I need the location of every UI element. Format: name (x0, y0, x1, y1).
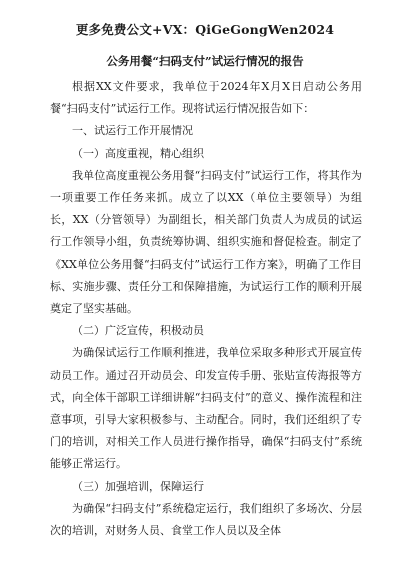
document-title: 公务用餐“扫码支付”试运行情况的报告 (106, 54, 304, 68)
section-heading: 一、试运行工作开展情况 (72, 124, 193, 138)
body-paragraph: 根据XX文件要求，我单位于2024年X月X日启动公务用餐“扫码支付”试运行工作。现将试运行情况报告如下： (50, 80, 362, 116)
body-paragraph: 为确保试运行工作顺利推进，我单位采取多种形式开展宣传动员工作。通过召开动员会、印发宣传手册、张贴宣传海报等方式，向全体干部职工详细讲解“扫码支付”的意义、操作流程和注意事项，引导大家积极参与、主动配合。同时，我们还组织了专门的培训，对相关工作人员进行操作指导，确保“扫码支付”系统能够正常运行。 (50, 346, 362, 471)
document-body (50, 76, 362, 542)
body-paragraph: 我单位高度重视公务用餐“扫码支付”试运行工作，将其作为一项重要工作任务来抓。成立了以XX（单位主要领导）为组长，XX（分管领导）为副组长，相关部门负责人为成员的试运行工作领导小组，负责统筹协调、组织实施和督促检查。制定了《XX单位公务用餐“扫码支付”试运行工作方案》，明确了工作目标、实施步骤、责任分工和保障措施，为试运行工作的顺利开展奠定了坚实基础。 (50, 168, 362, 316)
watermark-header: 更多免费公文+VX：QiGeGongWen2024 (75, 22, 335, 37)
section-heading: （一）高度重视，精心组织 (72, 146, 204, 160)
body-paragraph: 为确保“扫码支付”系统稳定运行，我们组织了多场次、分层次的培训，对财务人员、食堂工作人员以及全体 (50, 501, 362, 538)
section-heading: （三）加强培训，保障运行 (72, 479, 204, 493)
section-heading: （二）广泛宣传，积极动员 (72, 324, 204, 338)
